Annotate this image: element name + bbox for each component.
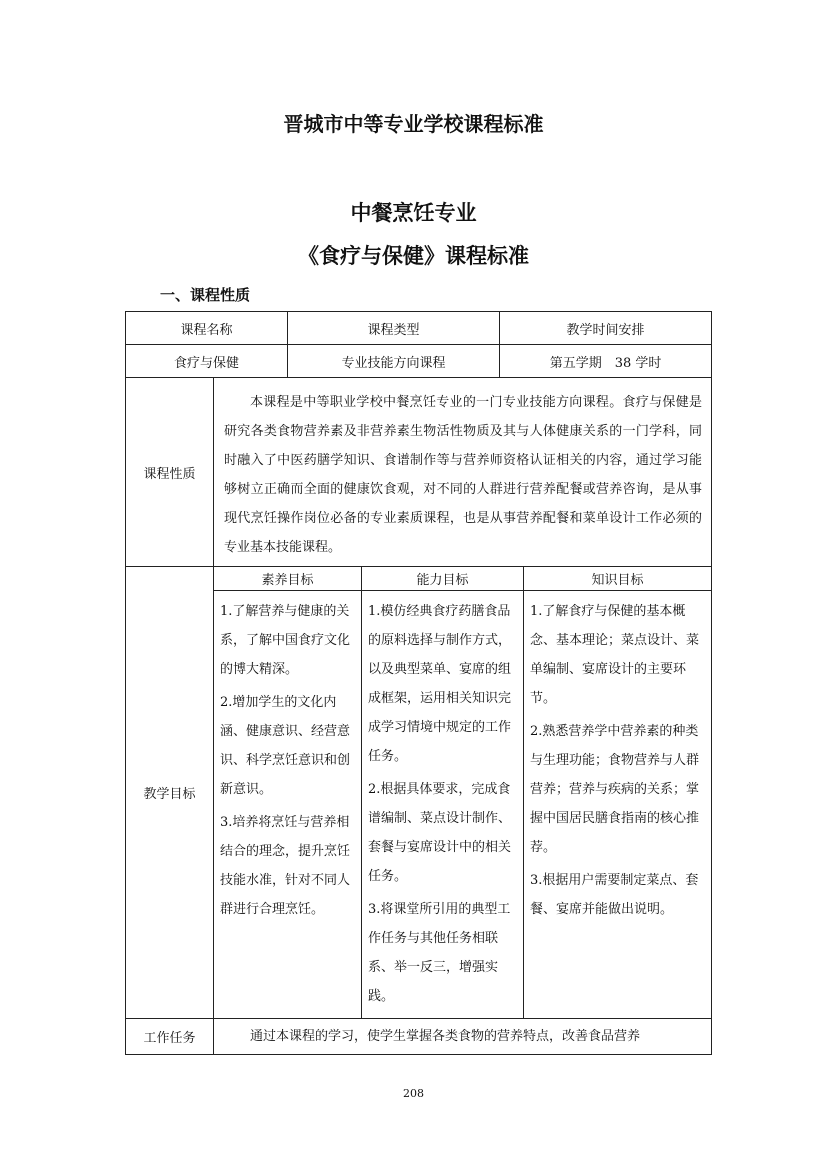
tasks-text: 通过本课程的学习，使学生掌握各类食物的营养特点，改善食品营养	[250, 1029, 641, 1044]
literacy-goals-cell	[214, 591, 362, 1019]
nature-cell	[214, 378, 712, 567]
course-standard-table	[125, 311, 712, 1055]
document-title: 晋城市中等专业学校课程标准	[283, 112, 544, 136]
tasks-row	[126, 1019, 712, 1055]
literacy-goal-item: 1.了解营养与健康的关系，了解中国食疗文化的博大精深。	[220, 604, 351, 677]
nature-text: 本课程是中等职业学校中餐烹饪专业的一门专业技能方向课程。食疗与保健是研究各类食物营养素及非营养素生物活性物质及其与人体健康关系的一门学科，同时融入了中医药膳学知识、食谱制作等与营养师资格认证相关的内容，通过学习能够树立正确而全面的健康饮食观，对不同的人群进行营养配餐或营养咨询，是从事现代烹饪操作岗位必备的专业素质课程，也是从事营养配餐和菜单设计工作必须的专业基本技能课程。	[224, 394, 703, 555]
goals-col-literacy: 素养目标	[214, 567, 362, 591]
knowledge-goal-item: 1.了解食疗与保健的基本概念、基本理论；菜点设计、菜单编制、宴席设计的主要环节。	[530, 604, 700, 706]
header-row	[126, 312, 712, 345]
header-schedule: 教学时间安排	[500, 312, 712, 345]
nature-row	[126, 378, 712, 567]
tasks-label: 工作任务	[126, 1019, 214, 1055]
goals-col-ability: 能力目标	[362, 567, 524, 591]
knowledge-goals-cell	[524, 591, 712, 1019]
header-course-type: 课程类型	[288, 312, 500, 345]
goals-content-row	[126, 591, 712, 1019]
value-schedule: 第五学期 38 学时	[500, 345, 712, 378]
goals-label: 教学目标	[126, 567, 214, 1019]
goals-subheader-row	[126, 567, 712, 591]
knowledge-goal-item: 2.熟悉营养学中营养素的种类与生理功能；食物营养与人群营养；营养与疾病的关系；掌握中国居民膳食指南的核心推荐。	[530, 724, 700, 855]
literacy-goal-item: 2.增加学生的文化内涵、健康意识、经营意识、科学烹饪意识和创新意识。	[220, 695, 351, 797]
header-course-name: 课程名称	[126, 312, 288, 345]
ability-goal-item: 3.将课堂所引用的典型工作任务与其他任务相联系、举一反三，增强实践。	[368, 902, 511, 1004]
value-course-name: 食疗与保健	[126, 345, 288, 378]
knowledge-goal-item: 3.根据用户需要制定菜点、套餐、宴席并能做出说明。	[530, 873, 699, 917]
value-course-type: 专业技能方向课程	[288, 345, 500, 378]
tasks-cell	[214, 1019, 712, 1055]
goals-col-knowledge: 知识目标	[524, 567, 712, 591]
page-number: 208	[403, 1087, 424, 1100]
ability-goal-item: 1.模仿经典食疗药膳食品的原料选择与制作方式，以及典型菜单、宴席的组成框架，运用相关知识完成学习情境中规定的工作任务。	[368, 604, 512, 764]
nature-label: 课程性质	[126, 378, 214, 567]
ability-goals-cell	[362, 591, 524, 1019]
section-heading: 一、课程性质	[160, 286, 251, 304]
course-title: 《食疗与保健》课程标准	[298, 244, 529, 268]
value-row	[126, 345, 712, 378]
ability-goal-item: 2.根据具体要求，完成食谱编制、菜点设计制作、套餐与宴席设计中的相关任务。	[368, 782, 512, 884]
literacy-goal-item: 3.培养将烹饪与营养相结合的理念，提升烹饪技能水准，针对不同人群进行合理烹饪。	[220, 815, 351, 917]
major-title: 中餐烹饪专业	[350, 201, 477, 225]
